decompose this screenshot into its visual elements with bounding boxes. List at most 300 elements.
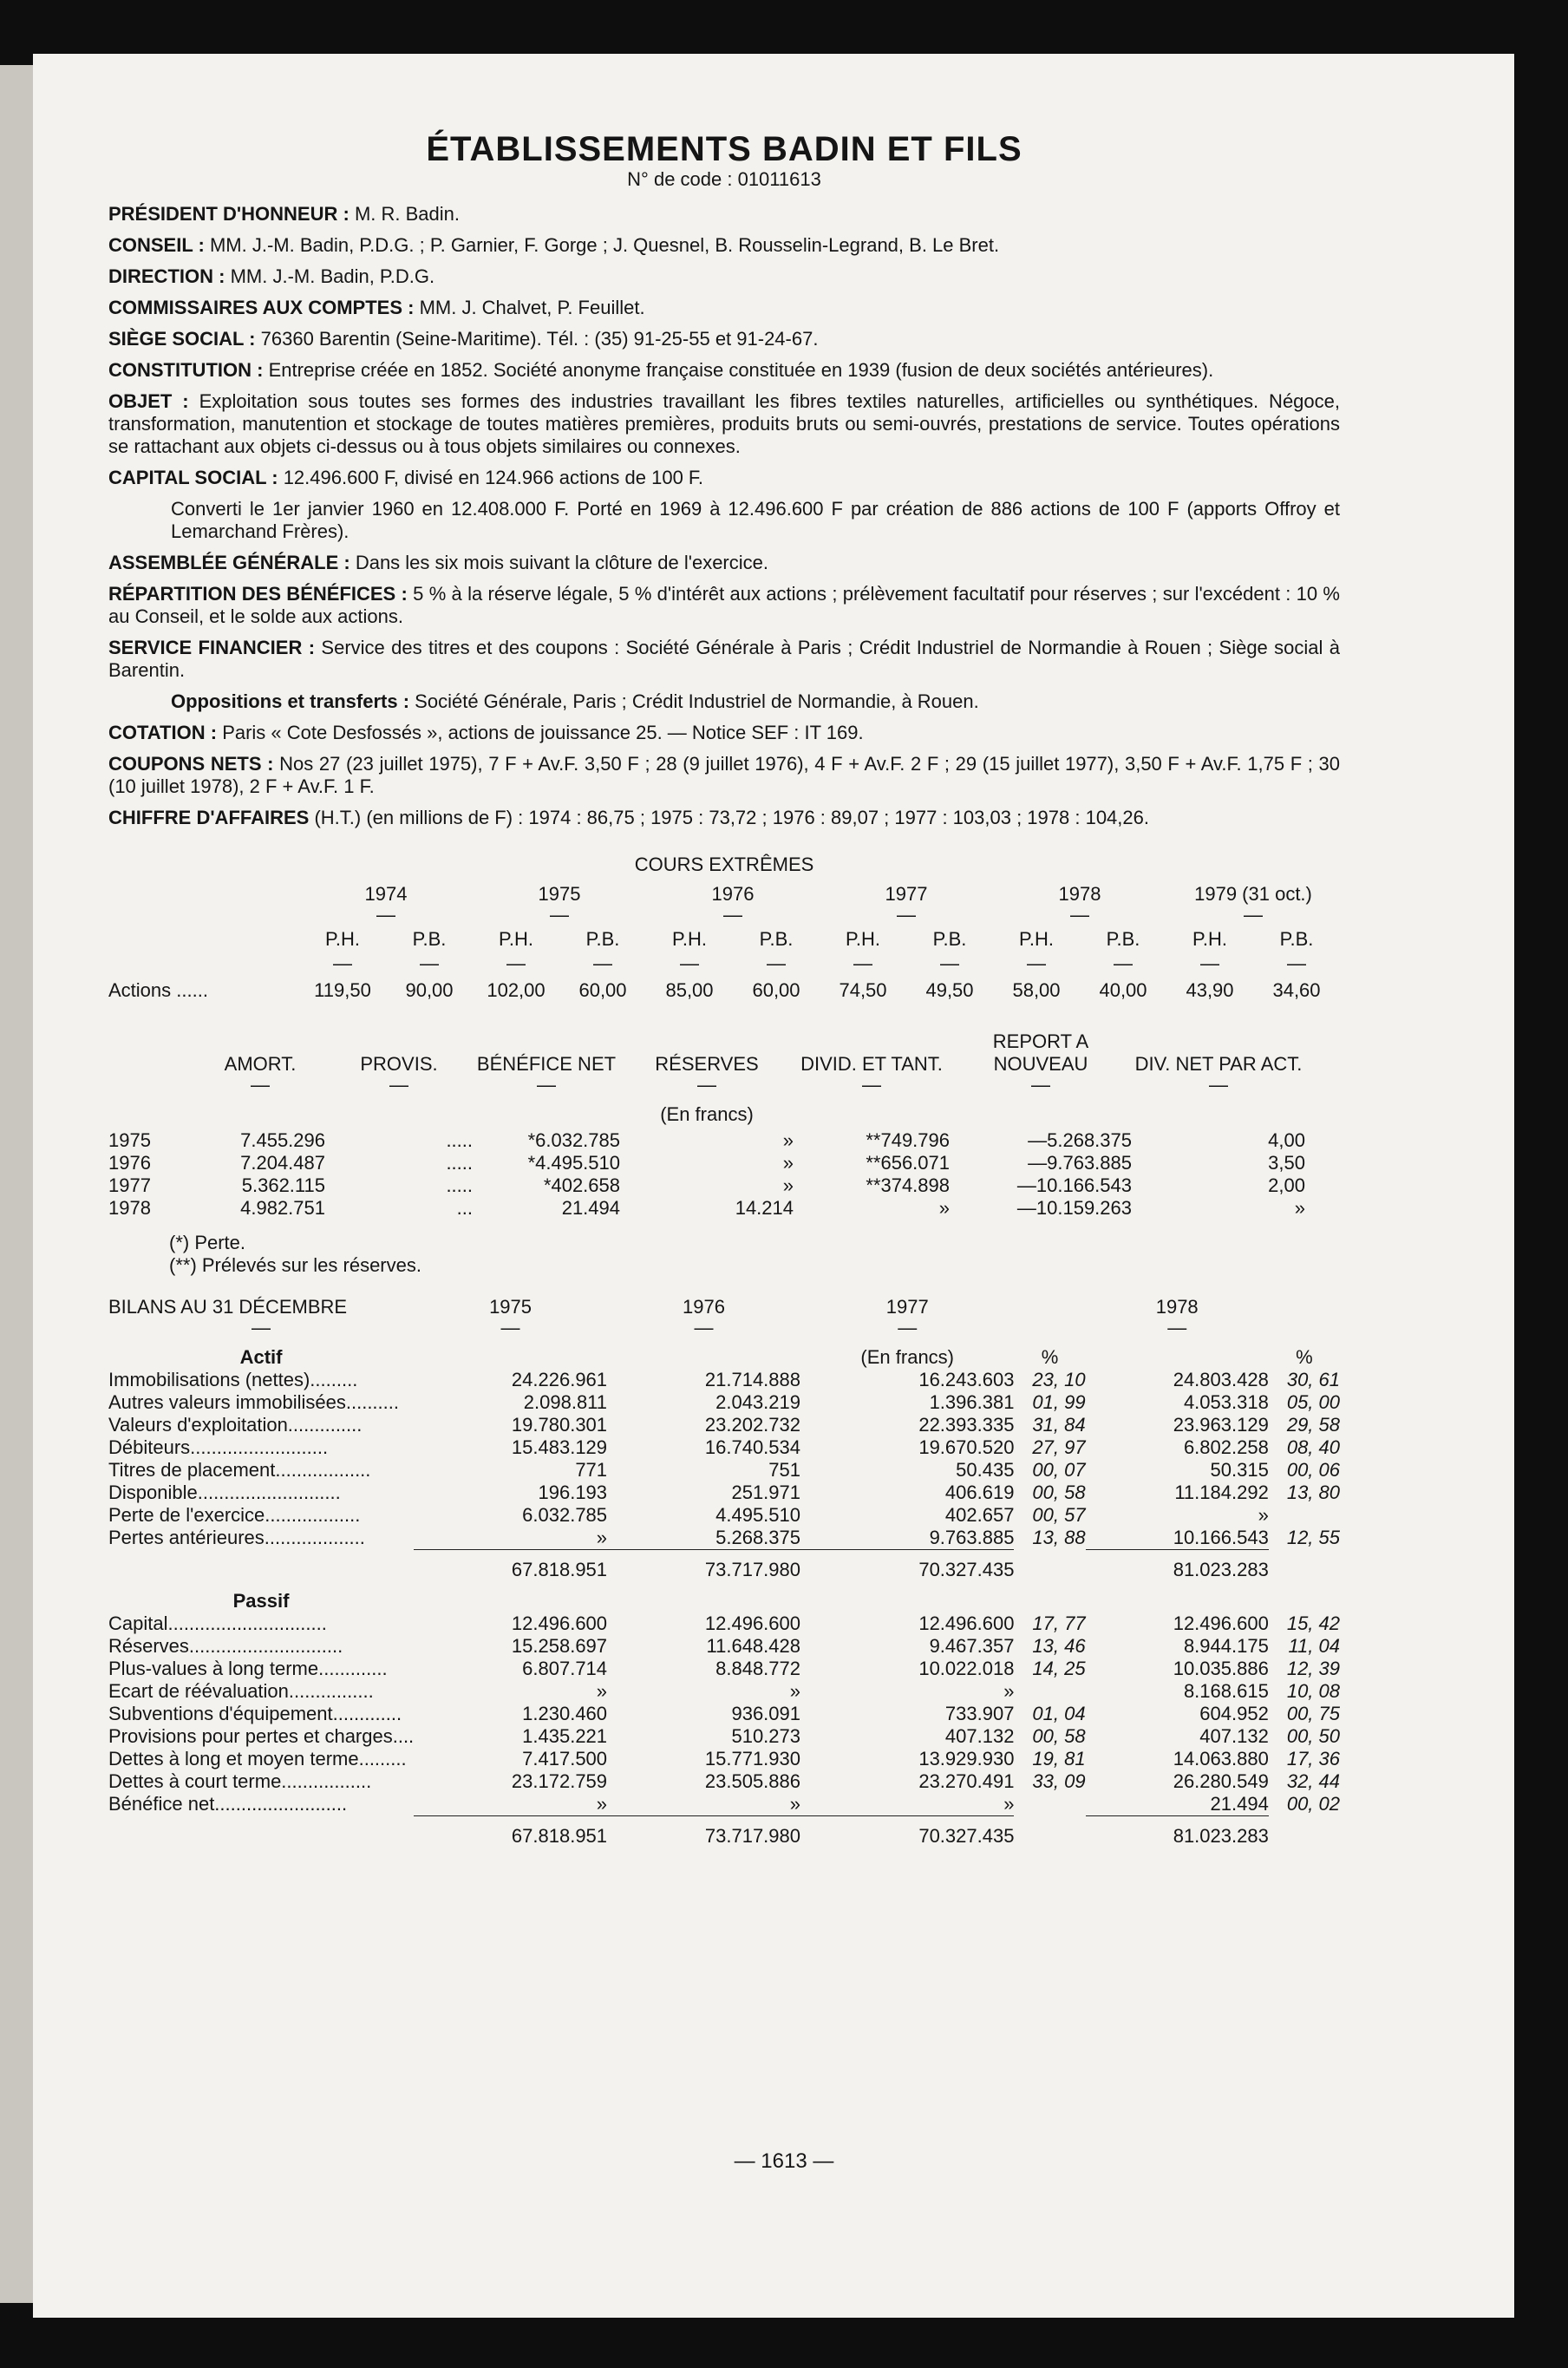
row-year: 1975 [108,1129,151,1151]
bilan-total: 73.717.980 [607,1816,800,1848]
bilan-percent: 00, 07 [1032,1459,1086,1481]
bilan-value: 8.944.175 [1183,1635,1269,1657]
spacer [1014,1296,1085,1318]
entry-label: COTATION : [108,722,218,743]
entry-label: CONSEIL : [108,234,205,256]
bilan-row [108,1482,1340,1504]
bilan-value: 24.226.961 [511,1369,608,1390]
entry-text: Service des titres et des coupons : Société Générale à Paris ; Crédit Industriel de Normandie à Rouen ; Siège social à Barentin. [108,637,1340,681]
entry [108,807,1340,829]
dash-separator: — [697,1074,716,1096]
entry-text: MM. J. Chalvet, P. Feuillet. [419,297,645,318]
bilan-value: 733.907 [944,1703,1015,1724]
bilans-table [108,1296,1340,1848]
dash-separator: — [1209,1074,1228,1096]
bilan-percent: 12, 55 [1286,1527,1340,1549]
bilan-item-label: Valeurs d'exploitation.............. [108,1414,363,1436]
entry [108,583,1340,628]
ph-header: P.H. [672,928,707,950]
dash-separator: — [506,952,526,974]
results-cell: ..... [446,1152,473,1174]
bilan-row [108,1748,1340,1770]
ph-header: P.H. [499,928,533,950]
entry-text: MM. J.-M. Badin, P.D.G. ; P. Garnier, F. Gorge ; J. Quesnel, B. Rousselin-Legrand, B. Le Bret. [209,234,1000,256]
results-table [108,1030,1305,1220]
entry [108,359,1340,382]
bilan-percent: 30, 61 [1286,1369,1340,1390]
bilan-value: 23.963.129 [1173,1414,1269,1436]
dash-separator: — [252,1317,271,1338]
entry-label: SIÈGE SOCIAL : [108,328,256,350]
entry [108,552,1340,574]
entry-label: Oppositions et transferts : [171,690,410,712]
bilans-title: BILANS AU 31 DÉCEMBRE [108,1296,348,1318]
bilan-total: 81.023.283 [1086,1550,1269,1582]
bilan-row [108,1770,1340,1793]
results-cell: —10.159.263 [1016,1197,1132,1219]
dash-separator: — [1167,1317,1187,1338]
bilan-item-label: Dettes à long et moyen terme......... [108,1748,407,1769]
bilan-value: 50.435 [956,1459,1015,1481]
entry [108,203,1340,226]
dash-separator: — [1200,952,1219,974]
bilans-year: 1975 [489,1296,532,1318]
results-notes [169,1232,1340,1277]
results-note: (**) Prélevés sur les réserves. [169,1254,421,1276]
cours-row-label: Actions ...... [108,979,208,1001]
dash-separator: — [897,904,916,926]
bilan-percent: 15, 42 [1286,1612,1340,1634]
capital-note: Converti le 1er janvier 1960 en 12.408.000 F. Porté en 1969 à 12.496.600 F par création de 886 actions de 100 F (apports Offroy et Lemarchand Frères). [171,498,1340,542]
bilan-value: 10.166.543 [1173,1527,1269,1548]
bilan-percent: 17, 77 [1032,1612,1086,1634]
bilan-row [108,1369,1340,1391]
entries-block-2 [108,552,1340,682]
bilan-percent [1269,1504,1340,1527]
results-header: PROVIS. [360,1053,438,1075]
results-row [108,1197,1305,1220]
bilan-value: 751 [768,1459,800,1481]
results-cell: 21.494 [561,1197,620,1219]
bilan-percent: 05, 00 [1286,1391,1340,1413]
bilan-value: » [1003,1680,1015,1702]
bilan-value: 21.714.888 [704,1369,800,1390]
entry-label: CHIFFRE D'AFFAIRES [108,807,310,828]
page-number: — 1613 — [734,2149,834,2173]
entry-label: DIRECTION : [108,265,225,287]
row-year: 1977 [108,1174,151,1196]
bilan-value: 21.494 [1210,1793,1269,1815]
bilan-value: 407.132 [1199,1725,1269,1747]
bilan-total: 67.818.951 [414,1550,607,1582]
page-content [108,130,1340,1848]
ph-header: P.H. [846,928,880,950]
bilan-value: 23.505.886 [704,1770,800,1792]
bilan-percent: 29, 58 [1286,1414,1340,1436]
bilan-row [108,1391,1340,1414]
results-cell: —5.268.375 [1028,1129,1132,1151]
spacer [1269,1318,1340,1338]
cours-table [108,883,1340,1008]
entry-label: OBJET : [108,390,189,412]
bilan-value: 23.202.732 [704,1414,800,1436]
dash-separator: — [537,1074,556,1096]
bilan-value: 26.280.549 [1173,1770,1269,1792]
results-header: RÉSERVES [655,1053,759,1075]
bilan-item-label: Immobilisations (nettes)......... [108,1369,358,1390]
bilan-value: 1.396.381 [929,1391,1015,1413]
bilan-row [108,1680,1340,1703]
spacer [1269,1816,1340,1848]
dash-separator: — [1114,952,1133,974]
dash-separator: — [694,1317,714,1338]
bilan-percent: 13, 46 [1032,1635,1086,1657]
bilan-item-label: Ecart de réévaluation................ [108,1680,374,1702]
results-cell: **749.796 [866,1129,950,1151]
dash-separator: — [420,952,439,974]
dash-separator: — [593,952,612,974]
cours-value: 90,00 [405,979,454,1001]
bilan-value: 10.022.018 [918,1658,1015,1679]
cours-year: 1975 [538,883,581,905]
bilan-percent: 00, 58 [1032,1725,1086,1747]
cours-year: 1977 [885,883,928,905]
bilan-value: 9.467.357 [929,1635,1015,1657]
bilan-percent: 17, 36 [1286,1748,1340,1769]
bilan-value: 1.230.460 [522,1703,608,1724]
pb-header: P.B. [932,928,967,950]
bilan-value: 407.132 [944,1725,1015,1747]
bilan-percent: 19, 81 [1032,1748,1086,1769]
entry [108,467,1340,489]
cours-value: 49,50 [925,979,974,1001]
bilan-percent: 00, 02 [1286,1793,1340,1815]
bilan-value: 6.802.258 [1183,1436,1269,1458]
spacer [1014,1816,1085,1848]
bilan-row [108,1436,1340,1459]
dash-separator: — [251,1074,270,1096]
results-cell: 4.982.751 [240,1197,325,1219]
bilan-row [108,1414,1340,1436]
spacer [1269,1550,1340,1582]
spacer [1014,1318,1085,1338]
entry-text: MM. J.-M. Badin, P.D.G. [230,265,435,287]
dash-separator: — [1244,904,1263,926]
bilan-row [108,1459,1340,1482]
bilan-item-label: Subventions d'équipement............. [108,1703,402,1724]
bilans-unit: (En francs) [860,1346,955,1368]
bilan-value: 13.929.930 [918,1748,1015,1769]
entry [108,297,1340,319]
bilan-percent: 01, 04 [1032,1703,1086,1724]
bilan-percent: 00, 75 [1286,1703,1340,1724]
entry-text: Nos 27 (23 juillet 1975), 7 F + Av.F. 3,50 F ; 28 (9 juillet 1976), 4 F + Av.F. 2 F ; 29 (15 juillet 1977), 3,50 F + Av.F. 1,75 F ; 30 (10 juillet 1978), 2 F + Av.F. 1 F. [108,753,1341,797]
bilan-value: 11.648.428 [706,1635,800,1657]
bilan-item-label: Perte de l'exercice.................. [108,1504,361,1526]
pct-header: % [1041,1346,1059,1368]
bilan-value: 6.032.785 [522,1504,608,1526]
entry-label: COUPONS NETS : [108,753,274,775]
bilan-total: 70.327.435 [800,1550,1014,1582]
bilan-percent: 08, 40 [1286,1436,1340,1458]
bilan-item-label: Dettes à court terme................. [108,1770,372,1792]
bilan-value: 16.243.603 [918,1369,1015,1390]
bilan-value: 14.063.880 [1173,1748,1269,1769]
pb-header: P.B. [585,928,620,950]
bilan-value: 11.184.292 [1174,1482,1269,1503]
entry-text: (H.T.) (en millions de F) : 1974 : 86,75 ; 1975 : 73,72 ; 1976 : 89,07 ; 1977 : 103,03 ; 1978 : 104,26. [314,807,1149,828]
cours-year: 1976 [711,883,755,905]
results-header: BÉNÉFICE NET [476,1053,617,1075]
dash-separator: — [862,1074,881,1096]
cours-value: 58,00 [1012,979,1061,1001]
entry-label: SERVICE FINANCIER : [108,637,316,658]
bilan-value: » [789,1793,800,1815]
dash-separator: — [1031,1074,1050,1096]
entry-label: CAPITAL SOCIAL : [108,467,278,488]
bilan-percent: 00, 06 [1286,1459,1340,1481]
bilan-value: 4.053.318 [1183,1391,1269,1413]
bilan-percent: 27, 97 [1032,1436,1086,1458]
row-year: 1978 [108,1197,151,1219]
bilan-percent: 12, 39 [1286,1658,1340,1679]
bilan-value: 12.496.600 [1173,1612,1269,1634]
cours-value: 74,50 [839,979,887,1001]
dash-separator: — [1287,952,1306,974]
bilan-percent: 23, 10 [1032,1369,1086,1390]
bilan-item-label: Bénéfice net......................... [108,1793,348,1815]
entry [108,265,1340,288]
results-header: AMORT. [224,1053,297,1075]
results-cell: **656.071 [866,1152,950,1174]
results-row [108,1174,1305,1197]
bilan-item-label: Réserves............................. [108,1635,343,1657]
pb-header: P.B. [759,928,794,950]
bilan-value: 196.193 [538,1482,608,1503]
bilan-row [108,1612,1340,1635]
entry [108,637,1340,682]
cours-title: COURS EXTRÊMES [634,854,814,875]
bilan-percent: 13, 80 [1286,1482,1340,1503]
bilan-value: 12.496.600 [918,1612,1015,1634]
results-cell: *4.495.510 [527,1152,620,1174]
dash-separator: — [1070,904,1089,926]
results-cell: 14.214 [735,1197,794,1219]
spacer [1269,1296,1340,1318]
results-cell: 5.362.115 [241,1174,325,1196]
dash-separator: — [767,952,786,974]
bilan-value: 15.258.697 [511,1635,608,1657]
bilan-percent: 32, 44 [1286,1770,1340,1792]
bilan-value: 1.435.221 [522,1725,608,1747]
bilan-row [108,1725,1340,1748]
bilan-item-label: Autres valeurs immobilisées.......... [108,1391,399,1413]
row-year: 1976 [108,1152,151,1174]
bilan-row [108,1635,1340,1658]
bilan-value: 251.971 [731,1482,800,1503]
actif-title: Actif [239,1346,283,1368]
bilan-value: » [596,1680,608,1702]
entry [108,753,1340,798]
bilan-value: 15.771.930 [704,1748,800,1769]
results-cell: —9.763.885 [1028,1152,1132,1174]
oppositions-entry [171,690,1340,713]
bilan-value: 50.315 [1210,1459,1269,1481]
company-title: ÉTABLISSEMENTS BADIN ET FILS [426,130,1022,168]
cours-value: 43,90 [1186,979,1234,1001]
bilan-value: 510.273 [731,1725,800,1747]
cours-value: 60,00 [752,979,800,1001]
bilan-value: 4.495.510 [715,1504,800,1526]
entry-label: PRÉSIDENT D'HONNEUR : [108,203,350,225]
entry-text: 76360 Barentin (Seine-Maritime). Tél. : (35) 91-25-55 et 91-24-67. [260,328,819,350]
entry-text: Entreprise créée en 1852. Société anonyme française constituée en 1939 (fusion de deux sociétés antérieures). [268,359,1214,381]
bilan-percent: 33, 09 [1032,1770,1086,1792]
results-row [108,1152,1305,1174]
bilan-percent [1014,1680,1085,1703]
results-cell: ..... [446,1129,473,1151]
bilan-value: » [596,1793,608,1815]
cours-year: 1979 (31 oct.) [1194,883,1312,905]
entries-block-3 [108,722,1340,829]
bilan-value: 12.496.600 [704,1612,800,1634]
results-header: DIV. NET PAR ACT. [1134,1053,1303,1075]
bilan-row [108,1793,1340,1816]
bilan-item-label: Débiteurs.......................... [108,1436,329,1458]
bilan-value: » [789,1680,800,1702]
bilan-value: 7.417.500 [522,1748,608,1769]
results-unit: (En francs) [660,1103,754,1125]
pct-header: % [1296,1346,1313,1368]
results-cell: —10.166.543 [1016,1174,1132,1196]
entry-text: Dans les six mois suivant la clôture de l'exercice. [355,552,768,573]
bilan-value: » [596,1527,608,1548]
bilan-percent: 00, 58 [1032,1482,1086,1503]
entry [108,328,1340,350]
bilan-item-label: Disponible........................... [108,1482,341,1503]
bilan-value: 604.952 [1199,1703,1269,1724]
pb-header: P.B. [412,928,447,950]
bilan-value: 23.172.759 [511,1770,608,1792]
dash-separator: — [853,952,872,974]
bilan-value: 12.496.600 [511,1612,608,1634]
bilan-item-label: Capital.............................. [108,1612,327,1634]
dash-separator: — [680,952,699,974]
entry-text: 5 % à la réserve légale, 5 % d'intérêt aux actions ; prélèvement facultatif pour réserves ; sur l'excédent : 10 % au Conseil, et le solde aux actions. [108,583,1340,627]
bilan-percent: 01, 99 [1032,1391,1086,1413]
results-cell: » [782,1129,794,1151]
bilan-percent: 10, 08 [1286,1680,1340,1702]
bilans-year: 1978 [1155,1296,1199,1318]
entry-label: CONSTITUTION : [108,359,264,381]
bilan-value: 2.098.811 [523,1391,608,1413]
cours-value: 40,00 [1099,979,1147,1001]
pb-header: P.B. [1106,928,1140,950]
spacer [1014,1550,1085,1582]
bilan-percent [1014,1793,1085,1816]
bilan-value: 19.670.520 [918,1436,1015,1458]
company-code: N° de code : 01011613 [627,168,821,190]
bilan-total: 67.818.951 [414,1816,607,1848]
cours-year: 1974 [364,883,408,905]
results-row [108,1129,1305,1152]
bilan-value: 406.619 [944,1482,1015,1503]
bilan-percent: 00, 57 [1032,1504,1086,1526]
bilan-value: 19.780.301 [511,1414,608,1436]
ph-header: P.H. [1019,928,1054,950]
bilan-percent: 31, 84 [1032,1414,1086,1436]
bilan-percent: 00, 50 [1286,1725,1340,1747]
bilan-value: » [1258,1504,1269,1526]
results-cell: » [782,1174,794,1196]
bilan-row [108,1658,1340,1680]
dash-separator: — [550,904,569,926]
results-cell: » [1294,1197,1305,1219]
entry-text: 12.496.600 F, divisé en 124.966 actions de 100 F. [283,467,704,488]
cours-value: 119,50 [314,979,371,1001]
spacer [108,1816,414,1848]
cours-year: 1978 [1058,883,1101,905]
dash-separator: — [940,952,959,974]
bilan-percent: 11, 04 [1288,1635,1340,1657]
results-cell: *402.658 [543,1174,620,1196]
bilan-value: 15.483.129 [511,1436,608,1458]
bilan-value: 10.035.886 [1173,1658,1269,1679]
results-cell: 3,50 [1268,1152,1305,1174]
entry-text: Société Générale, Paris ; Crédit Industriel de Normandie, à Rouen. [415,690,979,712]
bilan-value: 5.268.375 [715,1527,800,1548]
entry-label: RÉPARTITION DES BÉNÉFICES : [108,583,408,605]
bilan-value: 9.763.885 [929,1527,1015,1548]
bilan-value: 8.848.772 [715,1658,800,1679]
bilan-total: 70.327.435 [800,1816,1014,1848]
bilan-row [108,1504,1340,1527]
bilan-item-label: Provisions pour pertes et charges.... [108,1725,415,1747]
results-header: DIVID. ET TANT. [800,1053,943,1075]
bilan-row [108,1527,1340,1550]
bilan-item-label: Plus-values à long terme............. [108,1658,388,1679]
results-cell: » [938,1197,950,1219]
entry-label: ASSEMBLÉE GÉNÉRALE : [108,552,350,573]
dash-separator: — [898,1317,918,1338]
bilan-percent: 13, 88 [1032,1527,1086,1549]
dash-separator: — [389,1074,408,1096]
bilan-value: 24.803.428 [1173,1369,1269,1390]
cours-value: 102,00 [487,979,546,1001]
bilan-total: 81.023.283 [1086,1816,1269,1848]
bilan-percent: 14, 25 [1032,1658,1086,1679]
dash-separator: — [723,904,742,926]
pb-header: P.B. [1279,928,1314,950]
bilan-value: 6.807.714 [522,1658,608,1679]
results-cell: ..... [446,1174,473,1196]
bilans-year: 1976 [683,1296,725,1318]
entry [108,722,1340,744]
entry-text: Exploitation sous toutes ses formes des industries travaillant les fibres textiles naturelles, artificielles ou synthétiques. Négoce, transformation, manutention et stockage de toutes matières premières, produits bruts ou semi-ouvrés, prestations de service. Toutes opérations se rattachant aux objets ci-dessus ou à tous objets similaires ou connexes. [108,390,1340,457]
bilan-value: 2.043.219 [715,1391,800,1413]
results-cell: 2,00 [1268,1174,1305,1196]
entry-text: M. R. Badin. [354,203,460,225]
entry [108,234,1340,257]
dash-separator: — [500,1317,520,1338]
results-cell: 7.455.296 [240,1129,325,1151]
bilan-value: 771 [575,1459,608,1481]
bilan-item-label: Titres de placement.................. [108,1459,371,1481]
entry-text: Paris « Cote Desfossés », actions de jouissance 25. — Notice SEF : IT 169. [222,722,864,743]
passif-title: Passif [232,1590,290,1612]
results-cell: 4,00 [1268,1129,1305,1151]
entries-block-1 [108,203,1340,489]
